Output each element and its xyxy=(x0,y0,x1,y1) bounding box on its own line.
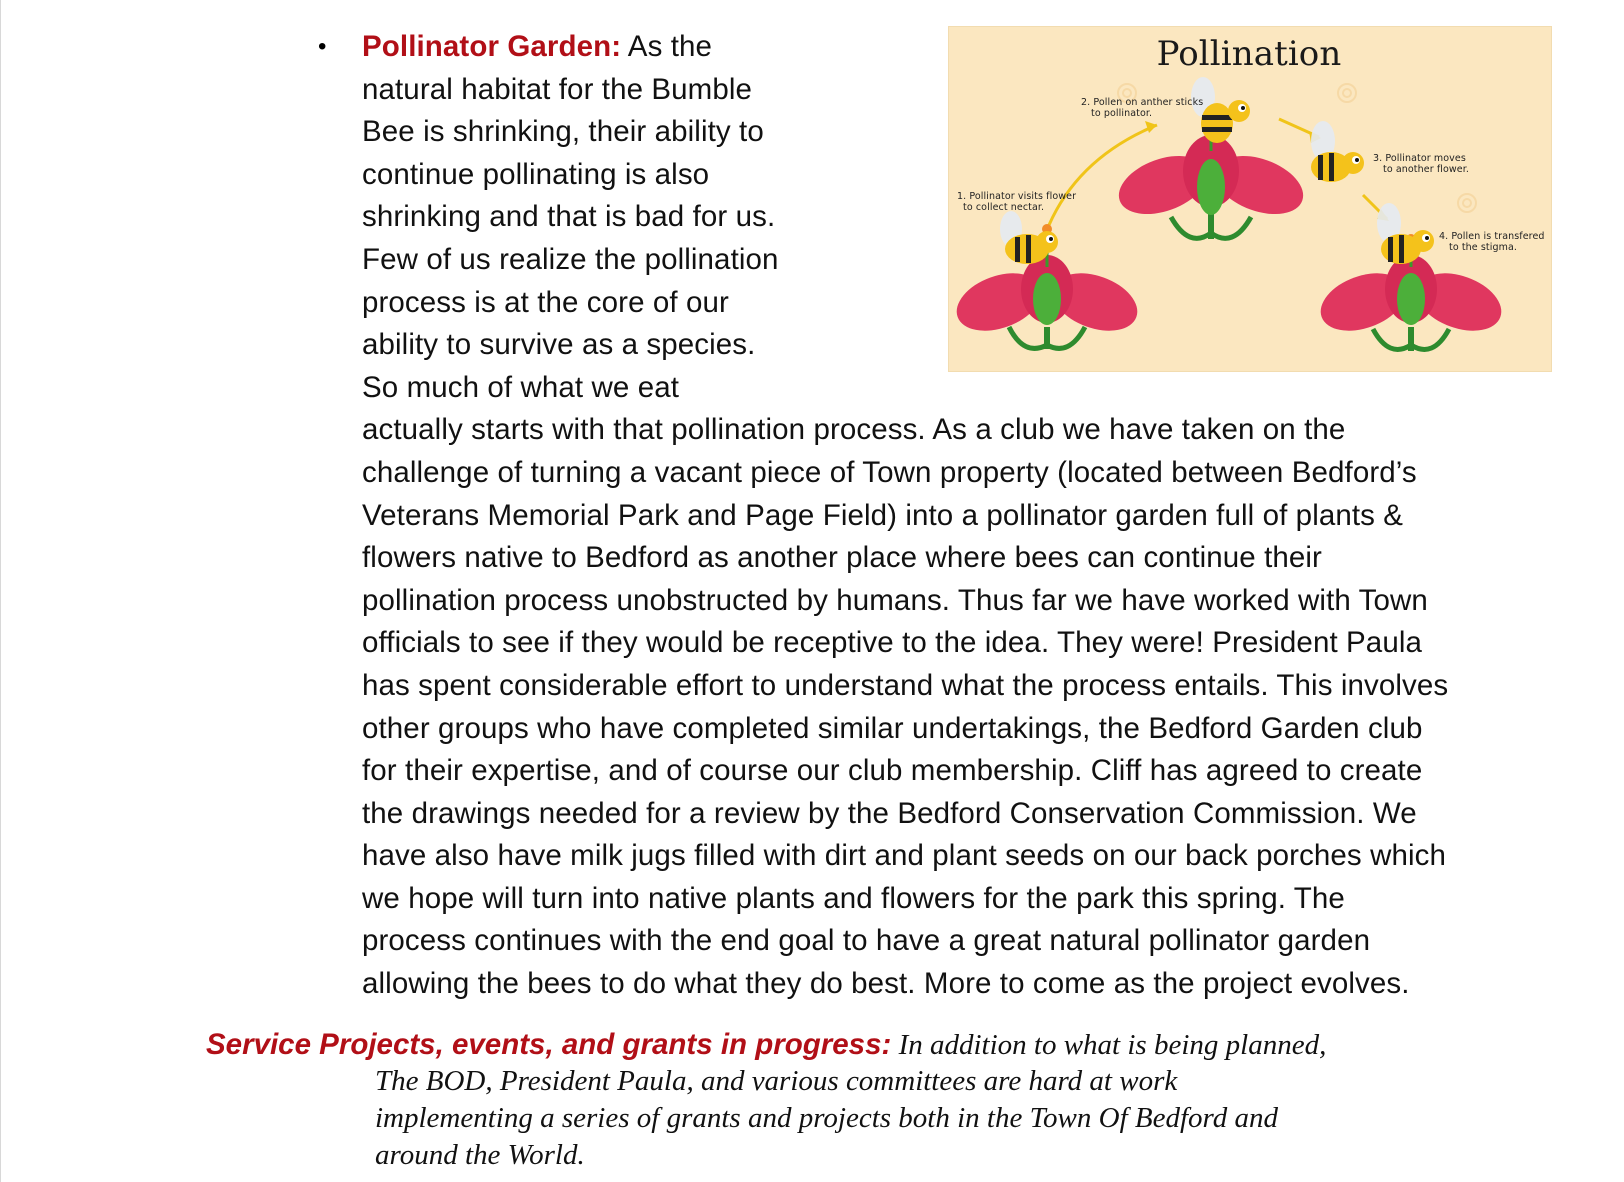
step-1-label-line-2: to collect nectar. xyxy=(963,202,1045,213)
pollination-illustration xyxy=(949,27,1551,371)
service-projects-section xyxy=(206,1026,1606,1171)
paragraph-line: So much of what we eat xyxy=(362,370,680,404)
service-projects-heading: Service Projects, events, and grants in progress: xyxy=(206,1028,892,1061)
step-3-label-line-1: 3. Pollinator moves xyxy=(1373,153,1466,164)
paragraph-line: shrinking and that is bad for us. xyxy=(362,200,776,234)
paragraph-line: challenge of turning a vacant piece of Town property (located between Bedford’s xyxy=(362,455,1417,489)
service-projects-line: around the World. xyxy=(375,1139,585,1171)
bullet-icon: • xyxy=(318,33,327,60)
paragraph-line: continue pollinating is also xyxy=(362,157,710,191)
paragraph-text: As the xyxy=(621,30,713,63)
service-projects-line: implementing a series of grants and projects both in the Town Of Bedford and xyxy=(375,1102,1279,1134)
page-left-edge xyxy=(0,0,1,1182)
paragraph-line: Veterans Memorial Park and Page Field) into a pollinator garden full of plants & xyxy=(362,498,1404,532)
service-projects-line: The BOD, President Paula, and various committees are hard at work xyxy=(375,1065,1178,1097)
pollination-diagram xyxy=(948,26,1552,372)
service-projects-text: In addition to what is being planned, xyxy=(891,1029,1327,1061)
paragraph-line: officials to see if they would be receptive to the idea. They were! President Paula xyxy=(362,626,1422,660)
paragraph-line: process continues with the end goal to have a great natural pollinator garden xyxy=(362,924,1371,958)
paragraph-line: we hope will turn into native plants and flowers for the park this spring. The xyxy=(362,881,1345,915)
paragraph-line: Few of us realize the pollination xyxy=(362,242,779,276)
step-4-label-line-1: 4. Pollen is transfered xyxy=(1439,231,1545,242)
paragraph-line: actually starts with that pollination process. As a club we have taken on the xyxy=(362,413,1346,447)
service-projects-first-line xyxy=(206,1026,1606,1064)
paragraph-line: for their expertise, and of course our club membership. Cliff has agreed to create xyxy=(362,754,1423,788)
paragraph-line: other groups who have completed similar undertakings, the Bedford Garden club xyxy=(362,711,1423,745)
step-2-label-line-1: 2. Pollen on anther sticks xyxy=(1081,97,1204,108)
step-3-label-line-2: to another flower. xyxy=(1383,164,1469,175)
service-projects-continuation xyxy=(375,1063,1278,1174)
step-2-label-line-2: to pollinator. xyxy=(1091,108,1153,119)
step-4-label-line-2: to the stigma. xyxy=(1449,242,1518,253)
paragraph-line: natural habitat for the Bumble xyxy=(362,72,753,106)
pollinator-garden-title: Pollinator Garden: xyxy=(362,30,622,63)
paragraph-line: process is at the core of our xyxy=(362,285,729,319)
paragraph-line: ability to survive as a species. xyxy=(362,328,756,362)
paragraph-line: the drawings needed for a review by the Bedford Conservation Commission. We xyxy=(362,796,1417,830)
bee-4 xyxy=(1377,203,1434,264)
step-1-label-line-1: 1. Pollinator visits flower xyxy=(957,191,1077,202)
paragraph-line: have also have milk jugs filled with dirt and plant seeds on our back porches which xyxy=(362,839,1446,873)
bee-2 xyxy=(1191,77,1250,143)
bee-3 xyxy=(1311,121,1364,182)
paragraph-line: flowers native to Bedford as another place where bees can continue their xyxy=(362,541,1322,575)
paragraph-line: allowing the bees to do what they do best. More to come as the project evolves. xyxy=(362,967,1410,1001)
pollinator-garden-item xyxy=(318,26,1552,1006)
paragraph-line: pollination process unobstructed by humans. Thus far we have worked with Town xyxy=(362,583,1428,617)
diagram-title: Pollination xyxy=(1156,34,1342,74)
paragraph-line: Bee is shrinking, their ability to xyxy=(362,115,764,149)
paragraph-line: has spent considerable effort to understand what the process entails. This involves xyxy=(362,668,1449,702)
